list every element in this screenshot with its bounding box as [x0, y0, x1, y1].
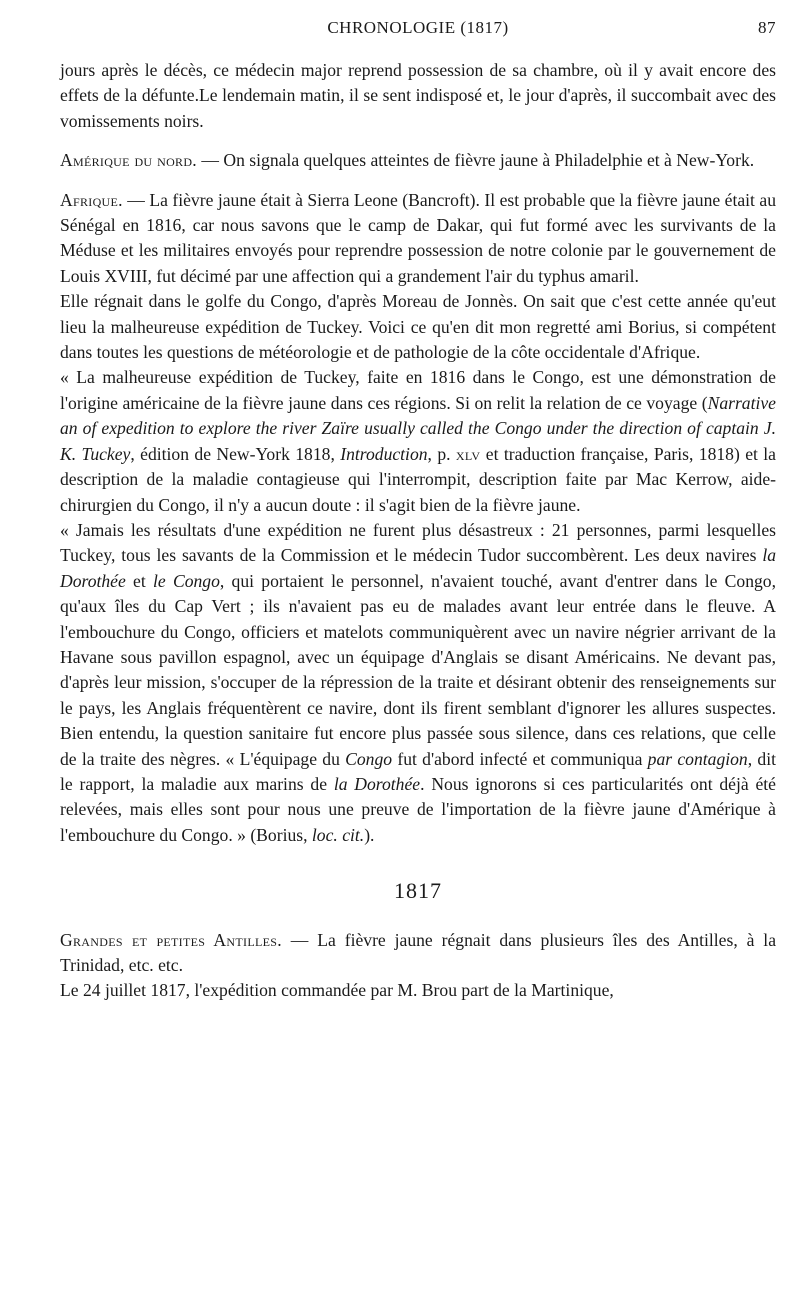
paragraph-antilles [60, 928, 776, 979]
paragraph-amerique-du-nord [60, 148, 776, 173]
italic-run: le Congo [153, 570, 220, 591]
text-run: , dit le rapport, la maladie aux marins de [60, 748, 776, 794]
text-run: « Jamais les résultats d'une expédition ne furent plus désastreux : 21 personnes, parmi lesquelles Tuckey, tous les savants de la Commission et le médecin Tudor succombèrent. Les deux navires [60, 519, 776, 566]
italic-run: Congo [345, 748, 393, 769]
text-run: « La malheureuse expédition de Tuckey, faite en 1816 dans le Congo, est une démonstration de l'origine américaine de la fièvre jaune dans ces régions. Si on relit la relation de ce voyage ( [60, 367, 776, 413]
text-run: ). [364, 824, 375, 845]
paragraph-text: — La fièvre jaune était à Sierra Leone (Bancroft). Il est probable que la fièvre jaune était au Sénégal en 1816, car nous savons que le camp de Dakar, qui fut formé avec les survivants de la Méduse et les militaires envoyés pour reprendre possession de notre colonie par le gouvernement de Louis XVIII, fut décimé par une affection qui a grandement l'air du typhus amaril. [60, 189, 776, 286]
page-number: 87 [758, 18, 776, 37]
text-run: , qui portaient le personnel, n'avaient touché, avant d'entrer dans le Congo, qu'aux îles du Cap Vert ; ils n'avaient pas eu de malades avant leur entrée dans le fleuve. A l'embouchure du Congo, officiers et matelots communiquèrent avec un navire négrier arrivant de la Havane sous pavillon espagnol, avec un équipage d'Anglais se disant Américains. Ne devant pas, d'après leur mission, s'occuper de la répression de la traite et désirant obtenir des renseignements sur le pays, les Anglais fréquentèrent ce navire, dont ils firent semblant d'ignorer les allures suspectes. Bien entendu, la question sanitaire fut encore plus passée sous silence, dans ces relations, que celle de la traite des nègres. « L'équipage du [60, 570, 776, 769]
roman-numeral: xlv [455, 443, 481, 464]
italic-run: loc. cit. [311, 824, 365, 845]
italic-run: la Dorothée [333, 773, 421, 794]
italic-run: la Dorothée [60, 545, 776, 591]
paragraph-quote-tuckey [60, 365, 776, 517]
italic-run: Introduction [340, 443, 428, 464]
text-run: et [125, 570, 154, 591]
text-run: , édition de New-York 1818, [130, 443, 341, 464]
paragraph-congo: Elle régnait dans le golfe du Congo, d'après Moreau de Jonnès. On sait que c'est cette année qu'eut lieu la malheureuse expédition de Tuckey. Voici ce qu'en dit mon regretté ami Borius, si compétent dans toutes les questions de météorologie et de pathologie de la côte occidentale d'Afrique. [60, 291, 776, 363]
text-run: et traduction française, Paris, 1818) et la description de la maladie contagieuse qui l'interrompit, description faite par Mac Kerrow, aide-chirurgien du Congo, il n'y a aucun doute : il s'agit bien de la fièvre jaune. [60, 443, 776, 515]
text-run: , p. [427, 443, 456, 464]
text-run: . Nous ignorons si ces particularités ont déjà été relevées, mais elles sont pour nous une preuve de l'importation de la fièvre jaune d'Amérique à l'embouchure du Congo. » (Borius, [60, 773, 776, 845]
text-run: fut d'abord infecté et communiqua [392, 748, 648, 769]
italic-title: Narrative an of expedition to explore the river Zaïre usually called the Congo under the direction of captain J. K. Tuckey [60, 392, 776, 464]
year-heading: 1817 [394, 878, 442, 904]
running-title: CHRONOLOGIE (1817) [327, 18, 509, 37]
paragraph-martinique: Le 24 juillet 1817, l'expédition commandée par M. Brou part de la Martinique, [60, 980, 614, 1001]
paragraph-continuation: jours après le décès, ce médecin major reprend possession de sa chambre, où il y avait encore des effets de la défunte.Le lendemain matin, il se sent indisposé et, le jour d'après, il succombait avec des vomissements noirs. [60, 60, 776, 131]
paragraph-afrique [60, 188, 776, 290]
section-heading-amerique: Amérique du nord. [60, 150, 197, 171]
paragraph-quote-results [60, 518, 776, 848]
running-header [60, 14, 776, 44]
section-heading-afrique: Afrique. [60, 189, 123, 210]
italic-run: par contagion [647, 748, 748, 769]
section-heading-antilles: Grandes et petites Antilles. [60, 929, 282, 950]
paragraph-text: — La fièvre jaune régnait dans plusieurs îles des Antilles, à la Trinidad, etc. etc. [60, 929, 776, 975]
body-text [60, 58, 776, 1004]
paragraph-text: — On signala quelques atteintes de fièvre jaune à Philadelphie et à New-York. [197, 150, 755, 171]
